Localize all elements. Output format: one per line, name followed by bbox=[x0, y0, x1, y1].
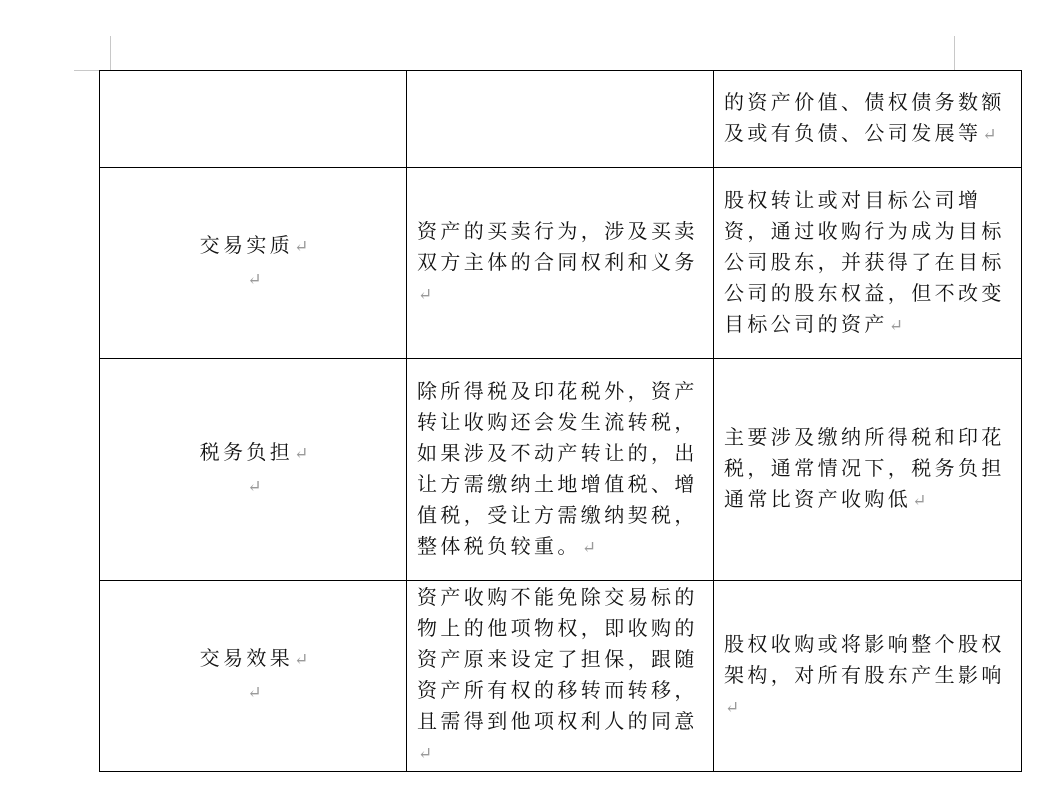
table-row bbox=[100, 71, 1022, 168]
equity-acquisition-cell bbox=[714, 581, 1022, 772]
asset-acquisition-text: 除所得税及印花税外，资产转让收购还会发生流转税，如果涉及不动产转让的，出让方需缴纳土地增值税、增值税，受让方需缴纳契税，整体税负较重。 bbox=[417, 378, 698, 558]
equity-acquisition-text: 主要涉及缴纳所得税和印花税，通常情况下，税务负担通常比资产收购低 bbox=[724, 425, 1005, 511]
equity-acquisition-cell bbox=[714, 168, 1022, 359]
asset-acquisition-cell bbox=[407, 581, 714, 772]
equity-acquisition-text: 股权收购或将影响整个股权架构，对所有股东产生影响 bbox=[724, 631, 1005, 687]
table-row bbox=[100, 359, 1022, 581]
row-label-cell bbox=[100, 359, 407, 581]
asset-acquisition-text: 资产的买卖行为，涉及买卖双方主体的合同权利和义务 bbox=[417, 218, 698, 274]
paragraph-mark-icon: ↵ bbox=[294, 237, 309, 257]
comparison-table bbox=[99, 70, 1022, 772]
asset-acquisition-cell bbox=[407, 359, 714, 581]
equity-acquisition-text: 的资产价值、债权债务数额及或有负债、公司发展等 bbox=[724, 90, 1005, 145]
paragraph-mark-icon: ↵ bbox=[418, 744, 433, 764]
paragraph-mark-icon: ↵ bbox=[294, 650, 309, 670]
equity-acquisition-text: 股权转让或对目标公司增资，通过收购行为成为目标公司股东，并获得了在目标公司的股东权益，但不改变目标公司的资产 bbox=[724, 187, 1005, 336]
table-row bbox=[100, 581, 1022, 772]
paragraph-mark-icon: ↵ bbox=[247, 270, 262, 290]
row-label: 税务负担 bbox=[199, 439, 294, 464]
row-label-cell bbox=[100, 71, 407, 168]
crop-mark-right-vertical bbox=[954, 36, 955, 70]
paragraph-mark-icon: ↵ bbox=[247, 683, 262, 703]
paragraph-mark-icon: ↵ bbox=[888, 315, 904, 336]
paragraph-mark-icon: ↵ bbox=[912, 491, 927, 511]
paragraph-mark-icon: ↵ bbox=[247, 476, 262, 497]
row-label-cell bbox=[100, 168, 407, 359]
paragraph-mark-icon: ↵ bbox=[418, 284, 433, 305]
equity-acquisition-cell bbox=[714, 71, 1022, 168]
row-label: 交易实质 bbox=[199, 233, 294, 257]
paragraph-mark-icon: ↵ bbox=[581, 537, 597, 558]
paragraph-mark-icon: ↵ bbox=[294, 443, 309, 464]
paragraph-mark-icon: ↵ bbox=[982, 125, 997, 145]
asset-acquisition-text: 资产收购不能免除交易标的物上的他项物权，即收购的资产原来设定了担保，跟随资产所有权的移转而转移，且需得到他项权利人的同意 bbox=[417, 585, 698, 733]
row-label: 交易效果 bbox=[199, 646, 294, 670]
crop-mark-left-vertical bbox=[110, 36, 111, 70]
row-label-cell bbox=[100, 581, 407, 772]
table-row bbox=[100, 168, 1022, 359]
equity-acquisition-cell bbox=[714, 359, 1022, 581]
paragraph-mark-icon: ↵ bbox=[725, 697, 740, 718]
asset-acquisition-cell bbox=[407, 71, 714, 168]
asset-acquisition-cell bbox=[407, 168, 714, 359]
